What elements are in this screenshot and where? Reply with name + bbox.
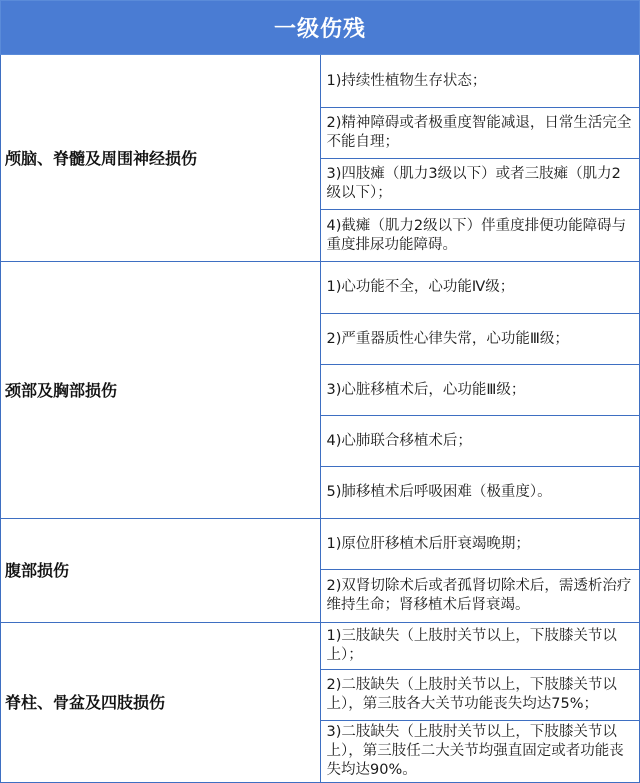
- table-title: 一级伤残: [1, 1, 640, 55]
- item-cell: 2)精神障碍或者极重度智能减退，日常生活完全不能自理；: [320, 108, 640, 159]
- table-row: [1, 262, 640, 314]
- category-cell: 脊柱、骨盆及四肢损伤: [1, 623, 321, 783]
- title-row: [1, 1, 640, 55]
- item-cell: 2)二肢缺失（上肢肘关节以上，下肢膝关节以上），第三肢各大关节功能丧失均达75%；: [320, 670, 640, 721]
- item-cell: 3)四肢瘫（肌力3级以下）或者三肢瘫（肌力2级以下）；: [320, 159, 640, 210]
- table-row: [1, 519, 640, 570]
- item-cell: 4)心肺联合移植术后；: [320, 416, 640, 467]
- table-row: [1, 55, 640, 108]
- item-cell: 4)截瘫（肌力2级以下）伴重度排便功能障碍与重度排尿功能障碍。: [320, 210, 640, 262]
- category-cell: 颅脑、脊髓及周围神经损伤: [1, 55, 321, 262]
- item-cell: 2)严重器质性心律失常，心功能Ⅲ级；: [320, 314, 640, 365]
- item-cell: 2)双肾切除术后或者孤肾切除术后，需透析治疗维持生命；肾移植术后肾衰竭。: [320, 570, 640, 623]
- item-cell: 1)三肢缺失（上肢肘关节以上，下肢膝关节以上）；: [320, 623, 640, 670]
- item-cell: 5)肺移植术后呼吸困难（极重度）。: [320, 467, 640, 519]
- table-row: [1, 623, 640, 670]
- category-cell: 颈部及胸部损伤: [1, 262, 321, 519]
- item-cell: 1)原位肝移植术后肝衰竭晚期；: [320, 519, 640, 570]
- item-cell: 3)二肢缺失（上肢肘关节以上，下肢膝关节以上），第三肢任二大关节均强直固定或者功能丧失均达90%。: [320, 721, 640, 783]
- item-cell: 1)持续性植物生存状态；: [320, 55, 640, 108]
- category-cell: 腹部损伤: [1, 519, 321, 623]
- item-cell: 3)心脏移植术后，心功能Ⅲ级；: [320, 365, 640, 416]
- item-cell: 1)心功能不全，心功能Ⅳ级；: [320, 262, 640, 314]
